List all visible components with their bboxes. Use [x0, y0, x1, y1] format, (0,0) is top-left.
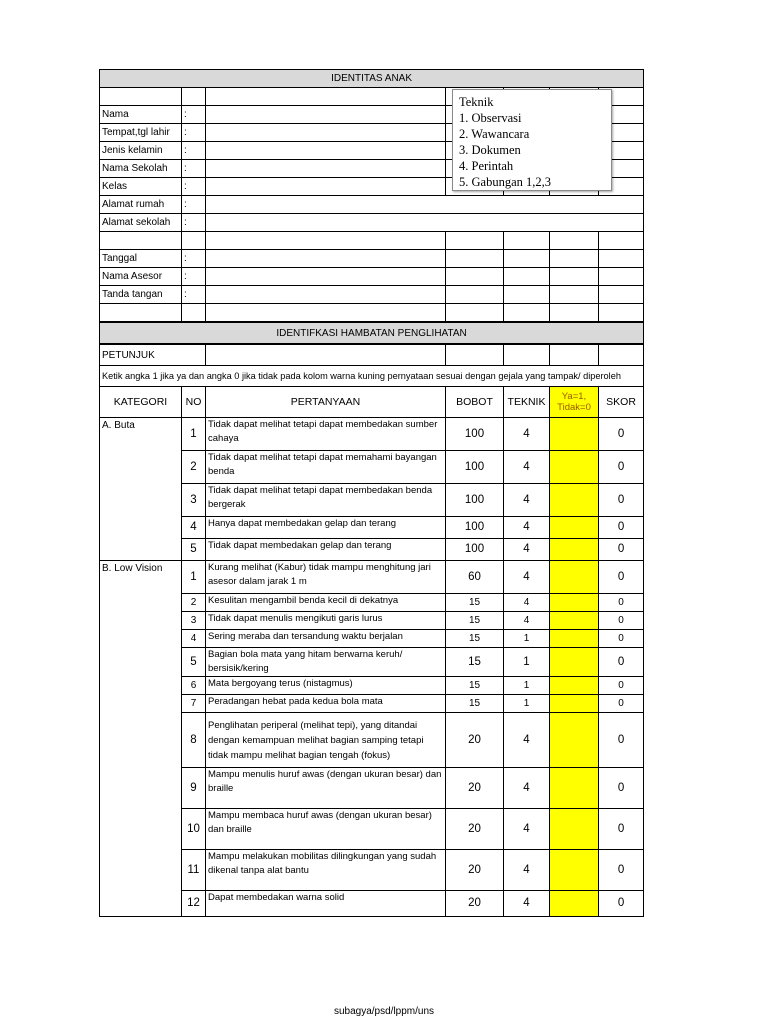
- question-text: Mampu melakukan mobilitas dilingkungan yang sudah dikenal tanpa alat bantu: [206, 850, 446, 891]
- question-text: Hanya dapat membedakan gelap dan terang: [206, 517, 446, 539]
- teknik-legend-item: 3. Dokumen: [459, 143, 521, 157]
- column-no: NO: [182, 387, 206, 418]
- skor-value: 0: [599, 891, 644, 917]
- question-text: Mampu membaca huruf awas (dengan ukuran besar) dan braille: [206, 809, 446, 850]
- identity-value-field[interactable]: [206, 196, 644, 214]
- answer-input-cell[interactable]: [550, 713, 599, 768]
- question-row: [100, 539, 644, 561]
- identity-value-field[interactable]: [206, 214, 644, 232]
- bobot-value: 60: [446, 561, 504, 594]
- skor-value: 0: [599, 809, 644, 850]
- question-no: 11: [182, 850, 206, 891]
- skor-value: 0: [599, 539, 644, 561]
- assessment-sheet: [99, 69, 644, 917]
- skor-value: 0: [599, 677, 644, 695]
- empty-cell: [182, 304, 206, 323]
- identity-row: [100, 214, 644, 232]
- identity-row: [100, 286, 644, 304]
- identity-value-field[interactable]: [206, 142, 446, 160]
- question-row: [100, 630, 644, 648]
- empty-cell: [446, 232, 504, 250]
- teknik-legend-title: Teknik: [459, 95, 494, 109]
- identity-value-field[interactable]: [206, 250, 446, 268]
- empty-cell: [504, 344, 550, 366]
- section-title: IDENTIFKASI HAMBATAN PENGLIHATAN: [100, 322, 644, 344]
- skor-value: 0: [599, 768, 644, 809]
- empty-cell: [504, 232, 550, 250]
- question-text: Bagian bola mata yang hitam berwarna keruh/ bersisik/kering: [206, 648, 446, 677]
- question-no: 5: [182, 539, 206, 561]
- teknik-value: 1: [504, 695, 550, 713]
- skor-value: 0: [599, 648, 644, 677]
- identity-row: [100, 196, 644, 214]
- empty-cell: [550, 344, 599, 366]
- question-no: 3: [182, 612, 206, 630]
- answer-input-cell[interactable]: [550, 517, 599, 539]
- answer-input-cell[interactable]: [550, 539, 599, 561]
- bobot-value: 100: [446, 539, 504, 561]
- column-bobot: BOBOT: [446, 387, 504, 418]
- column-pertanyaan: PERTANYAAN: [206, 387, 446, 418]
- identity-label: Jenis kelamin: [100, 142, 182, 160]
- question-text: Tidak dapat membedakan gelap dan terang: [206, 539, 446, 561]
- identity-cell: [599, 250, 644, 268]
- teknik-value: 4: [504, 891, 550, 917]
- empty-cell: [100, 304, 182, 323]
- question-text: Tidak dapat melihat tetapi dapat memahami bayangan benda: [206, 451, 446, 484]
- skor-value: 0: [599, 713, 644, 768]
- skor-value: 0: [599, 630, 644, 648]
- identity-label: Tempat,tgl lahir: [100, 124, 182, 142]
- teknik-value: 1: [504, 630, 550, 648]
- skor-value: 0: [599, 695, 644, 713]
- identity-value-field[interactable]: [206, 160, 446, 178]
- question-no: 1: [182, 418, 206, 451]
- question-no: 12: [182, 891, 206, 917]
- teknik-value: 4: [504, 713, 550, 768]
- section-title-row: [100, 322, 644, 344]
- colon: :: [182, 142, 206, 160]
- bobot-value: 15: [446, 630, 504, 648]
- answer-input-cell[interactable]: [550, 768, 599, 809]
- empty-cell: [206, 232, 446, 250]
- answer-input-cell[interactable]: [550, 612, 599, 630]
- question-row: [100, 451, 644, 484]
- question-no: 6: [182, 677, 206, 695]
- bobot-value: 15: [446, 677, 504, 695]
- question-text: Kurang melihat (Kabur) tidak mampu menghitung jari asesor dalam jarak 1 m: [206, 561, 446, 594]
- colon: :: [182, 214, 206, 232]
- question-no: 4: [182, 630, 206, 648]
- empty-cell: [504, 304, 550, 323]
- question-row: [100, 594, 644, 612]
- question-no: 1: [182, 561, 206, 594]
- question-row: [100, 612, 644, 630]
- question-row: [100, 517, 644, 539]
- colon: :: [182, 160, 206, 178]
- identity-label: Nama: [100, 106, 182, 124]
- question-no: 5: [182, 648, 206, 677]
- skor-value: 0: [599, 451, 644, 484]
- question-no: 8: [182, 713, 206, 768]
- question-row: [100, 484, 644, 517]
- question-text: Tidak dapat melihat tetapi dapat membedakan sumber cahaya: [206, 418, 446, 451]
- question-no: 10: [182, 809, 206, 850]
- category-label: B. Low Vision: [100, 561, 182, 917]
- question-row: [100, 648, 644, 677]
- teknik-value: 1: [504, 648, 550, 677]
- identity-label: Tanggal: [100, 250, 182, 268]
- answer-input-cell[interactable]: [550, 594, 599, 612]
- answer-input-cell[interactable]: [550, 809, 599, 850]
- identity-cell: [599, 268, 644, 286]
- answer-input-cell[interactable]: [550, 630, 599, 648]
- answer-input-cell[interactable]: [550, 561, 599, 594]
- identity-value-field[interactable]: [206, 178, 446, 196]
- column-ya-tidak: Ya=1, Tidak=0: [550, 387, 599, 418]
- question-text: Tidak dapat melihat tetapi dapat membedakan benda bergerak: [206, 484, 446, 517]
- identity-label: Alamat rumah: [100, 196, 182, 214]
- identity-cell: [446, 286, 504, 304]
- question-no: 9: [182, 768, 206, 809]
- question-no: 4: [182, 517, 206, 539]
- question-row: [100, 850, 644, 891]
- teknik-value: 4: [504, 517, 550, 539]
- column-skor: SKOR: [599, 387, 644, 418]
- question-row: [100, 677, 644, 695]
- bobot-value: 15: [446, 695, 504, 713]
- skor-value: 0: [599, 561, 644, 594]
- spacer-row: [100, 304, 644, 323]
- answer-input-cell[interactable]: [550, 695, 599, 713]
- teknik-value: 4: [504, 561, 550, 594]
- identity-cell: [550, 286, 599, 304]
- instruction-row: [100, 366, 644, 387]
- footer-credit: subagya/psd/lppm/uns: [333, 1006, 435, 1017]
- colon: :: [182, 286, 206, 304]
- colon: :: [182, 250, 206, 268]
- empty-cell: [100, 232, 182, 250]
- empty-cell: [599, 304, 644, 323]
- skor-value: 0: [599, 594, 644, 612]
- bobot-value: 20: [446, 713, 504, 768]
- spacer-row: [100, 232, 644, 250]
- bobot-value: 100: [446, 418, 504, 451]
- category-label: A. Buta: [100, 418, 182, 561]
- question-no: 3: [182, 484, 206, 517]
- skor-value: 0: [599, 850, 644, 891]
- question-row: [100, 713, 644, 768]
- identity-value-field[interactable]: [206, 286, 446, 304]
- bobot-value: 20: [446, 809, 504, 850]
- teknik-value: 4: [504, 539, 550, 561]
- bobot-value: 100: [446, 517, 504, 539]
- column-header-row: [100, 387, 644, 418]
- teknik-value: 4: [504, 451, 550, 484]
- question-no: 7: [182, 695, 206, 713]
- skor-value: 0: [599, 517, 644, 539]
- identity-cell: [599, 286, 644, 304]
- teknik-value: 1: [504, 677, 550, 695]
- question-row: [100, 809, 644, 850]
- bobot-value: 20: [446, 891, 504, 917]
- empty-cell: [446, 344, 504, 366]
- answer-input-cell[interactable]: [550, 484, 599, 517]
- teknik-legend-item: 2. Wawancara: [459, 127, 530, 141]
- question-row: [100, 561, 644, 594]
- answer-input-cell[interactable]: [550, 891, 599, 917]
- colon: :: [182, 196, 206, 214]
- teknik-legend-box: [452, 89, 612, 191]
- teknik-value: 4: [504, 418, 550, 451]
- teknik-legend-item: 1. Observasi: [459, 111, 522, 125]
- teknik-value: 4: [504, 809, 550, 850]
- colon: :: [182, 178, 206, 196]
- identity-label: Kelas: [100, 178, 182, 196]
- identitas-title: IDENTITAS ANAK: [100, 70, 644, 88]
- empty-cell: [206, 344, 446, 366]
- skor-value: 0: [599, 418, 644, 451]
- empty-cell: [599, 344, 644, 366]
- petunjuk-row: [100, 344, 644, 366]
- identity-value-field[interactable]: [206, 124, 446, 142]
- teknik-value: 4: [504, 484, 550, 517]
- teknik-legend-item: 5. Gabungan 1,2,3: [459, 175, 551, 189]
- teknik-legend-item: 4. Perintah: [459, 159, 514, 173]
- empty-cell: [550, 304, 599, 323]
- question-text: Kesulitan mengambil benda kecil di dekatnya: [206, 594, 446, 612]
- identity-row: [100, 250, 644, 268]
- question-text: Tidak dapat menulis mengikuti garis lurus: [206, 612, 446, 630]
- teknik-value: 4: [504, 850, 550, 891]
- bobot-value: 15: [446, 648, 504, 677]
- identity-cell: [504, 250, 550, 268]
- identity-cell: [550, 250, 599, 268]
- question-text: Dapat membedakan warna solid: [206, 891, 446, 917]
- answer-input-cell[interactable]: [550, 418, 599, 451]
- question-row: [100, 891, 644, 917]
- bobot-value: 100: [446, 451, 504, 484]
- empty-cell: [206, 304, 446, 323]
- bobot-value: 20: [446, 768, 504, 809]
- teknik-value: 4: [504, 768, 550, 809]
- colon: :: [182, 268, 206, 286]
- colon: :: [182, 124, 206, 142]
- empty-cell: [446, 304, 504, 323]
- empty-cell: [599, 232, 644, 250]
- question-row: [100, 768, 644, 809]
- identity-label: Nama Asesor: [100, 268, 182, 286]
- skor-value: 0: [599, 612, 644, 630]
- identity-cell: [446, 250, 504, 268]
- identity-cell: [504, 268, 550, 286]
- bobot-value: 100: [446, 484, 504, 517]
- answer-input-cell[interactable]: [550, 648, 599, 677]
- identity-cell: [504, 286, 550, 304]
- identity-label: Tanda tangan: [100, 286, 182, 304]
- bobot-value: 15: [446, 594, 504, 612]
- question-no: 2: [182, 594, 206, 612]
- question-text: Penglihatan periperal (melihat tepi), yang ditandai dengan kemampuan melihat bagian samping tetapi tidak mampu melihat bagian tengah (fokus): [206, 713, 446, 768]
- colon: :: [182, 106, 206, 124]
- empty-cell: [182, 232, 206, 250]
- identity-value-field[interactable]: [206, 268, 446, 286]
- question-text: Peradangan hebat pada kedua bola mata: [206, 695, 446, 713]
- bobot-value: 15: [446, 612, 504, 630]
- identity-cell: [446, 268, 504, 286]
- skor-value: 0: [599, 484, 644, 517]
- question-text: Sering meraba dan tersandung waktu berjalan: [206, 630, 446, 648]
- question-row: [100, 695, 644, 713]
- identity-label: Nama Sekolah: [100, 160, 182, 178]
- identity-value-field[interactable]: [206, 106, 446, 124]
- column-teknik: TEKNIK: [504, 387, 550, 418]
- teknik-value: 4: [504, 612, 550, 630]
- identity-label: Alamat sekolah: [100, 214, 182, 232]
- question-text: Mata bergoyang terus (nistagmus): [206, 677, 446, 695]
- column-kategori: KATEGORI: [100, 387, 182, 418]
- answer-input-cell[interactable]: [550, 850, 599, 891]
- bobot-value: 20: [446, 850, 504, 891]
- question-no: 2: [182, 451, 206, 484]
- answer-input-cell[interactable]: [550, 677, 599, 695]
- petunjuk-label: PETUNJUK: [100, 344, 206, 366]
- empty-cell: [550, 232, 599, 250]
- question-row: [100, 418, 644, 451]
- question-text: Mampu menulis huruf awas (dengan ukuran besar) dan braille: [206, 768, 446, 809]
- answer-input-cell[interactable]: [550, 451, 599, 484]
- teknik-value: 4: [504, 594, 550, 612]
- identity-row: [100, 268, 644, 286]
- identity-cell: [550, 268, 599, 286]
- instruction-text: Ketik angka 1 jika ya dan angka 0 jika tidak pada kolom warna kuning pernyataan sesuai dengan gejala yang tampak/ diperoleh: [100, 366, 644, 387]
